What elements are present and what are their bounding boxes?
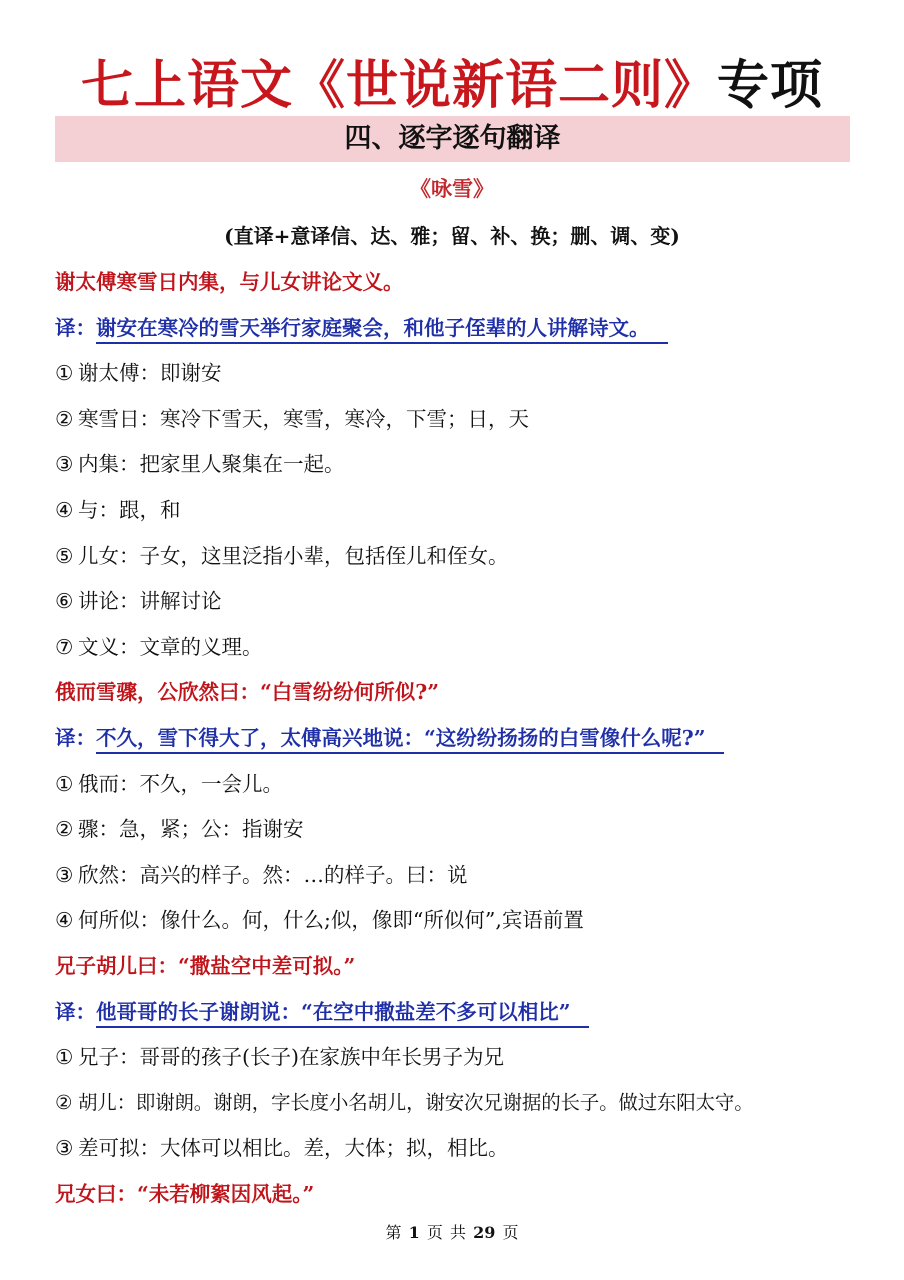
annotation-line [55, 447, 890, 493]
annotation-text: 与：跟，和 [78, 497, 181, 522]
original-text-line: 兄子胡儿曰：“撒盐空中差可拟。” [55, 953, 356, 978]
page-footer [0, 1221, 904, 1245]
main-title-part1: 七上语文 [80, 56, 293, 116]
translation-method: (直译+意译信、达、雅；留、补、换；删、调、变) [224, 224, 680, 248]
translation-text: 谢安在寒冷的雪天举行家庭聚会，和他子侄辈的人讲解诗文。 [96, 316, 668, 344]
translation-label: 译： [55, 999, 96, 1024]
annotation-number: ④ [55, 908, 74, 933]
annotation-text: 骤：急，紧；公：指谢安 [78, 817, 304, 842]
translation-line [55, 721, 890, 767]
annotation-text: 讲论：讲解讨论 [78, 589, 222, 614]
original-text-line: 谢太傅寒雪日内集，与儿女讲论文义。 [55, 270, 404, 294]
annotation-line [55, 1040, 890, 1086]
translation-label: 译： [55, 725, 96, 750]
annotation-text: 胡儿：即谢朗。谢朗，字长度小名胡儿，谢安次兄谢据的长子。做过东阳太守。 [78, 1090, 754, 1114]
translation-label: 译： [55, 315, 96, 340]
translation-text: 不久，雪下得大了，太傅高兴地说：“这纷纷扬扬的白雪像什么呢?” [96, 726, 724, 754]
annotation-number: ⑤ [55, 543, 74, 568]
annotation-number: ① [55, 771, 74, 796]
footer-total-pages: 29 [473, 1223, 496, 1242]
annotation-line [55, 630, 890, 676]
annotation-text: 差可拟：大体可以相比。差，大体；拟，相比。 [78, 1136, 509, 1161]
annotation-text: 内集：把家里人聚集在一起。 [78, 452, 345, 477]
annotation-text: 儿女：子女，这里泛指小辈，包括侄儿和侄女。 [78, 543, 509, 568]
main-title-part2: 《世说新语二则》 [292, 56, 717, 116]
footer-post: 页 [502, 1223, 519, 1242]
annotation-line [55, 1086, 890, 1132]
annotation-text: 谢太傅：即谢安 [78, 361, 222, 386]
annotation-number: ③ [55, 862, 74, 887]
annotation-number: ① [55, 1045, 74, 1070]
annotation-text: 寒雪日：寒冷下雪天，寒雪，寒冷，下雪；日，天 [78, 406, 529, 431]
footer-page-number: 1 [408, 1223, 420, 1242]
footer-pre: 第 [385, 1223, 402, 1242]
annotation-number: ④ [55, 497, 74, 522]
annotation-number: ② [55, 817, 74, 842]
text-title: 《咏雪》 [410, 176, 494, 201]
annotation-line [55, 767, 890, 813]
annotation-text: 欣然：高兴的样子。然：…的样子。曰：说 [78, 862, 468, 887]
annotation-line [55, 493, 890, 539]
translation-line [55, 311, 890, 357]
annotation-number: ⑦ [55, 634, 74, 659]
main-title [0, 52, 904, 120]
annotation-line [55, 402, 890, 448]
annotation-number: ③ [55, 452, 74, 477]
section-heading: 四、逐字逐句翻译 [55, 116, 850, 162]
annotation-text: 何所似：像什么。何，什么;似，像即“所似何”,宾语前置 [78, 908, 584, 933]
annotation-line [55, 539, 890, 585]
footer-mid: 页 共 [426, 1223, 466, 1242]
annotation-line [55, 356, 890, 402]
annotation-number: ① [55, 361, 74, 386]
annotation-number: ② [55, 406, 74, 431]
original-text-line: 兄女曰：“未若柳絮因风起。” [55, 1181, 315, 1206]
content-lines [55, 265, 890, 1222]
annotation-number: ② [55, 1090, 73, 1114]
annotation-line [55, 903, 890, 949]
main-title-part3: 专项 [717, 56, 824, 116]
annotation-line [55, 812, 890, 858]
translation-text: 他哥哥的长子谢朗说：“在空中撒盐差不多可以相比” [96, 1000, 589, 1028]
annotation-text: 兄子：哥哥的孩子(长子)在家族中年长男子为兄 [78, 1045, 504, 1070]
original-text-line: 俄而雪骤，公欣然曰：“白雪纷纷何所似?” [55, 680, 440, 705]
annotation-number: ⑥ [55, 589, 74, 614]
annotation-line [55, 1131, 890, 1177]
annotation-number: ③ [55, 1136, 74, 1161]
annotation-line [55, 858, 890, 904]
annotation-text: 文义：文章的义理。 [78, 634, 263, 659]
annotation-line [55, 584, 890, 630]
annotation-text: 俄而：不久，一会儿。 [78, 771, 283, 796]
translation-line [55, 995, 890, 1041]
